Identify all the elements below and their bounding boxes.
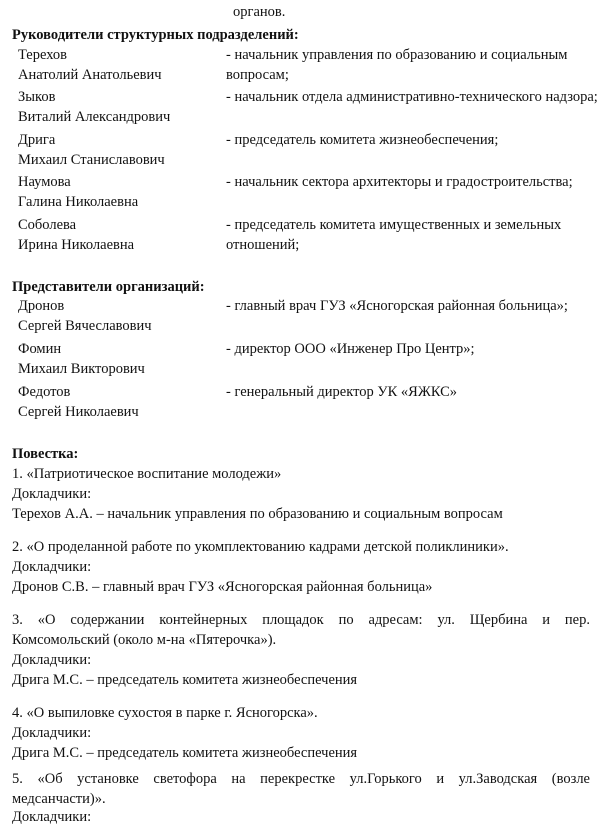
agenda-speakers-label: Докладчики: — [12, 486, 92, 502]
agenda-heading: Повестка: — [12, 446, 79, 462]
leader-role: - председатель комитета имущественных и земельных — [226, 217, 562, 233]
word: светофора — [153, 771, 217, 787]
leader-role: - начальник сектора архитекторы и градостроительства; — [226, 174, 573, 190]
leader-role-cont: отношений; — [226, 237, 300, 253]
word: и — [542, 612, 551, 628]
leader-role-cont: вопросам; — [226, 67, 289, 83]
representative-given-name: Михаил Викторович — [18, 361, 145, 377]
leader-surname: Наумова — [18, 174, 71, 190]
leader-surname: Соболева — [18, 217, 77, 233]
agenda-item-title-cont: медсанчасти)». — [12, 791, 106, 807]
word: ул.Горького — [349, 771, 422, 787]
word: перекрестке — [260, 771, 336, 787]
leader-role: - начальник управления по образованию и социальным — [226, 47, 568, 63]
leaders-heading: Руководители структурных подразделений: — [12, 27, 299, 43]
representative-role: - директор ООО «Инженер Про Центр»; — [226, 341, 475, 357]
leader-row — [16, 46, 586, 86]
representative-role: - генеральный директор УК «ЯЖКС» — [226, 384, 458, 400]
organizations-heading: Представители организаций: — [12, 279, 205, 295]
leader-given-name: Ирина Николаевна — [18, 237, 135, 253]
agenda-item-title — [12, 770, 590, 788]
organization-row — [16, 340, 586, 380]
word: ул. — [437, 612, 455, 628]
word: 5. — [12, 771, 23, 787]
leader-row — [16, 173, 586, 213]
continuation-text: органов. — [233, 4, 286, 20]
word: контейнерных — [159, 612, 248, 628]
representative-surname: Дронов — [18, 298, 65, 314]
word: площадок — [262, 612, 324, 628]
leader-row — [16, 88, 598, 128]
agenda-speaker: Дронов С.В. – главный врач ГУЗ «Ясногорская районная больница» — [12, 579, 433, 595]
word: Щербина — [469, 612, 528, 628]
word: ул.Заводская — [458, 771, 538, 787]
word: установке — [77, 771, 139, 787]
representative-role: - главный врач ГУЗ «Ясногорская районная больница»; — [226, 298, 568, 314]
leader-surname: Зыков — [18, 89, 56, 105]
word: «О — [37, 612, 56, 628]
word: «Об — [37, 771, 63, 787]
organization-row — [16, 297, 586, 337]
leader-given-name: Виталий Александрович — [18, 109, 171, 125]
agenda-item-title-cont: Комсомольский (около м-на «Пятерочка»). — [12, 632, 277, 648]
representative-surname: Фомин — [18, 341, 62, 357]
agenda-speakers-label: Докладчики: — [12, 559, 92, 575]
word: на — [231, 771, 246, 787]
word: содержании — [70, 612, 145, 628]
leader-role: - председатель комитета жизнеобеспечения; — [226, 132, 499, 148]
agenda-speakers-label: Докладчики: — [12, 652, 92, 668]
word: и — [436, 771, 445, 787]
word: пер. — [564, 612, 590, 628]
agenda-item-title: 2. «О проделанной работе по укомплектованию кадрами детской поликлиники». — [12, 539, 509, 555]
agenda-item-title — [12, 611, 590, 629]
leader-surname: Терехов — [18, 47, 68, 63]
agenda-item-title: 1. «Патриотическое воспитание молодежи» — [12, 466, 282, 482]
agenda-speaker: Терехов А.А. – начальник управления по образованию и социальным вопросам — [12, 506, 503, 522]
representative-given-name: Сергей Николаевич — [18, 404, 139, 420]
agenda-speakers-label: Докладчики: — [12, 725, 92, 741]
leader-row — [16, 131, 586, 171]
organization-row — [16, 383, 586, 423]
word: (возле — [551, 771, 590, 787]
agenda-speaker: Дрига М.С. – председатель комитета жизнеобеспечения — [12, 672, 358, 688]
leader-row — [16, 216, 586, 256]
agenda-speaker: Дрига М.С. – председатель комитета жизнеобеспечения — [12, 745, 358, 761]
word: 3. — [12, 612, 23, 628]
leader-given-name: Михаил Станиславович — [18, 152, 165, 168]
representative-given-name: Сергей Вячеславович — [18, 318, 152, 334]
word: адресам: — [368, 612, 423, 628]
leader-surname: Дрига — [18, 132, 56, 148]
leader-role: - начальник отдела административно-технического надзора; — [226, 89, 598, 105]
leader-given-name: Анатолий Анатольевич — [18, 67, 162, 83]
leader-given-name: Галина Николаевна — [18, 194, 139, 210]
agenda-speakers-label: Докладчики: — [12, 809, 92, 825]
word: по — [338, 612, 354, 628]
representative-surname: Федотов — [18, 384, 71, 400]
agenda-item-title: 4. «О выпиловке сухостоя в парке г. Ясногорска». — [12, 705, 318, 721]
